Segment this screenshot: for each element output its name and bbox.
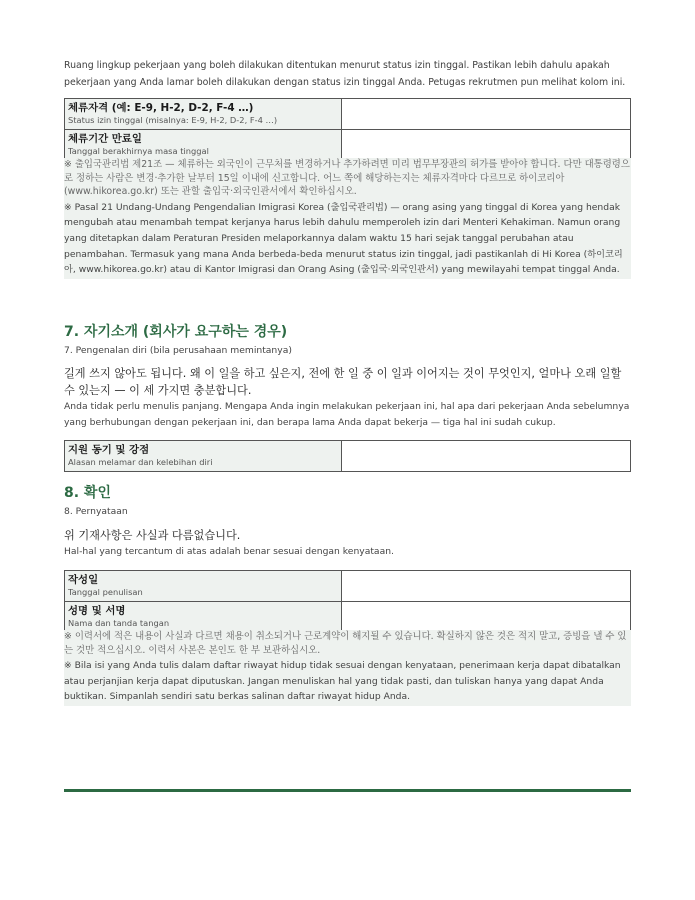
field-label	[65, 99, 342, 129]
date-field[interactable]	[342, 571, 630, 601]
field-label-id: Tanggal penulisan	[68, 587, 143, 597]
declaration-ko: 위 기재사항은 사실과 다름없습니다.	[64, 529, 241, 542]
field-label-id: Tanggal berakhirnya masa tinggal	[68, 146, 209, 156]
visa-status-table	[64, 98, 631, 160]
field-label	[65, 571, 342, 601]
field-label-ko: 체류기간 만료일	[68, 133, 142, 145]
immigration-notice	[64, 158, 631, 279]
field-label	[65, 602, 342, 631]
table-row	[65, 99, 630, 129]
field-label-id: Alasan melamar dan kelebihan diri	[68, 457, 213, 467]
intro-paragraph: Ruang lingkup pekerjaan yang boleh dilakukan ditentukan menurut status izin tinggal. Pastikan lebih dahulu apakah pekerjaan yang Anda lamar boleh dilakukan dengan status izin tinggal Anda. Petugas rekrutmen pun melihat kolom ini.	[64, 60, 626, 88]
table-row	[65, 129, 630, 159]
self-introduction-table	[64, 440, 631, 472]
table-row	[65, 441, 630, 471]
field-label-ko: 지원 동기 및 강점	[68, 444, 150, 456]
notice-korean: ※ 이력서에 적은 내용이 사실과 다르면 채용이 취소되거나 근로계약이 해지될 수 있습니다. 확실하지 않은 것은 적지 말고, 증빙을 낼 수 있는 것만 적으십시오. 이력서 사본은 본인도 한 부 보관하십시오.	[64, 631, 627, 656]
resume-accuracy-notice	[64, 630, 631, 706]
footer-rule	[64, 789, 631, 792]
motivation-field[interactable]	[342, 441, 630, 471]
visa-status-field[interactable]	[342, 99, 630, 129]
field-label-ko: 성명 및 서명	[68, 605, 126, 617]
notice-korean: ※ 출입국관리법 제21조 — 체류하는 외국인이 근무처를 변경하거나 추가하려면 미리 법무부장관의 허가를 받아야 합니다. 다만 대통령령으로 정하는 사람은 변경·추가한 날부터 15일 이내에 신고합니다. 어느 쪽에 해당하는지는 체류자격마다 다르므로 하이코리아(www.hikorea.go.kr) 또는 관할 출입국·외국인관서에서 확인하십시오.	[64, 159, 630, 197]
table-row	[65, 571, 630, 601]
notice-indonesian: ※ Pasal 21 Undang-Undang Pengendalian Imigrasi Korea (출입국관리법) — orang asing yang tinggal di Korea yang hendak mengubah atau menambah tempat kerjanya harus lebih dahulu memperoleh izin dari Menteri Kehakiman. Namun orang yang ditetapkan dalam Peraturan Presiden melaporkannya dalam waktu 15 hari sejak tanggal perubahan atau penambahan. Termasuk yang mana Anda berbeda-beda menurut status izin tinggal, jadi pastikanlah di Hi Korea (하이코리아, www.hikorea.go.kr) atau di Kantor Imigrasi dan Orang Asing (출입국·외국인관서) yang mewilayahi tempat tinggal Anda.	[64, 201, 623, 276]
section-7-subheading: 7. Pengenalan diri (bila perusahaan memintanya)	[64, 345, 292, 356]
section-8-subheading: 8. Pernyataan	[64, 506, 128, 517]
confirmation-table	[64, 570, 631, 632]
field-label-ko: 체류자격 (예: E-9, H-2, D-2, F-4 …)	[68, 102, 254, 114]
stay-expiry-field[interactable]	[342, 130, 630, 159]
field-label-id: Nama dan tanda tangan	[68, 618, 170, 628]
field-label-ko: 작성일	[68, 574, 99, 586]
field-label	[65, 441, 342, 471]
section-8-heading: 8. 확인	[64, 485, 111, 501]
table-row	[65, 601, 630, 631]
section-7-instruction-id: Anda tidak perlu menulis panjang. Mengapa Anda ingin melakukan pekerjaan ini, hal apa dari pekerjaan Anda sebelumnya yang berhubungan dengan pekerjaan ini, dan berapa lama Anda dapat bekerja — tiga hal ini sudah cukup.	[64, 401, 630, 428]
field-label-id: Status izin tinggal (misalnya: E-9, H-2, D-2, F-4 …)	[68, 115, 278, 125]
declaration-id: Hal-hal yang tercantum di atas adalah benar sesuai dengan kenyataan.	[64, 546, 394, 557]
signature-field[interactable]	[342, 602, 630, 631]
section-7-instruction-ko: 길게 쓰지 않아도 됩니다. 왜 이 일을 하고 싶은지, 전에 한 일 중 이 일과 이어지는 것이 무엇인지, 얼마나 오래 일할 수 있는지 — 이 세 가지면 충분합니다.	[64, 367, 622, 397]
section-7-heading: 7. 자기소개 (회사가 요구하는 경우)	[64, 324, 288, 340]
field-label	[65, 130, 342, 159]
notice-indonesian: ※ Bila isi yang Anda tulis dalam daftar riwayat hidup tidak sesuai dengan kenyataan, penerimaan kerja dapat dibatalkan atau perjanjian kerja dapat diputuskan. Jangan menuliskan hal yang tidak pasti, dan tuliskan hanya yang dapat Anda buktikan. Simpanlah sendiri satu berkas salinan daftar riwayat hidup Anda.	[64, 660, 621, 703]
